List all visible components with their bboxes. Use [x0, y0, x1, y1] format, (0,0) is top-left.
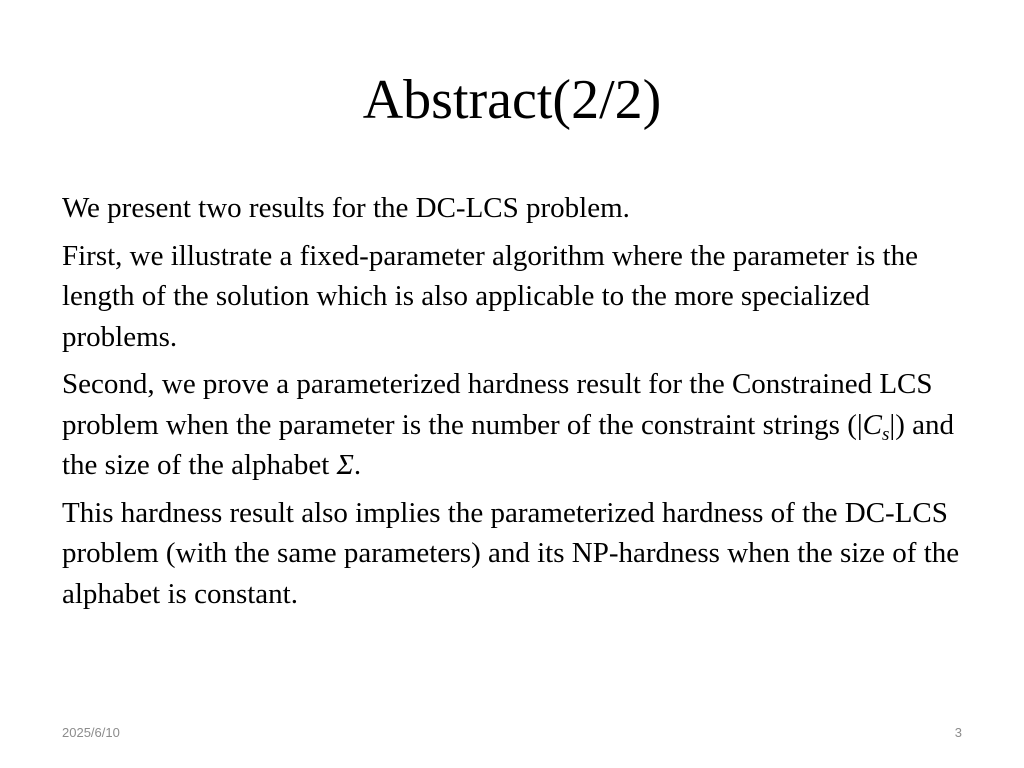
alphabet-symbol: Σ — [336, 449, 354, 481]
footer-page-number: 3 — [954, 725, 962, 740]
hardness-text-after: . — [353, 449, 362, 481]
hardness-text-before: Second, we prove a parameterized hardness result for the Constrained LCS problem when the parameter is the number of the constraint strings (| — [62, 368, 933, 441]
paragraph-fixed-parameter-algorithm: First, we illustrate a fixed-parameter algorithm where the parameter is the length of the solution which is also applicable to the more specialized problems. — [62, 239, 918, 353]
footer-date: 2025/6/10 — [62, 725, 120, 740]
slide-body — [62, 188, 962, 621]
paragraph-results-intro: We present two results for the DC-LCS problem. — [62, 192, 630, 224]
slide-title: Abstract(2/2) — [362, 69, 662, 131]
paragraph-hardness-result — [62, 364, 962, 486]
constraint-set-subscript: s — [882, 423, 890, 445]
constraint-set-variable: C — [862, 408, 883, 441]
hardness-text-middle: |) and the size of the alphabet — [62, 408, 955, 481]
paragraph-np-hardness: This hardness result also implies the parameterized hardness of the DC-LCS problem (with the same parameters) and its NP-hardness when the size of the alphabet is constant. — [62, 496, 960, 610]
